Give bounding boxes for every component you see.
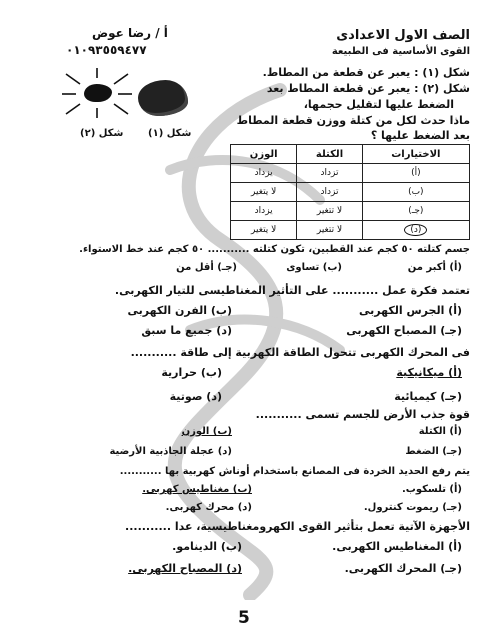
table-row[interactable] xyxy=(231,221,470,240)
q4-option-d[interactable]: (د) صوتية xyxy=(169,390,222,403)
q5-stem: قوة جذب الأرض للجسم تسمى ........... xyxy=(255,408,470,421)
q3-option-c[interactable]: (جـ) المصباح الكهربى xyxy=(346,324,462,337)
q2-stem: جسم كتلته ٥٠ كجم عند القطبين، تكون كتلته ........... ٥٠ كجم عند خط الاستواء. xyxy=(79,244,470,255)
table-header-mass: الكتلة xyxy=(297,145,362,164)
q5-option-d[interactable]: (د) عجلة الجاذبية الأرضية xyxy=(109,446,232,457)
q3-option-b[interactable]: (ب) الفرن الكهربى xyxy=(127,304,232,317)
q6-stem: يتم رفع الحديد الخردة فى المصانع باستخدام أوناش كهربية بها ........... xyxy=(119,466,470,477)
q2-option-c[interactable]: (جـ) أقل من xyxy=(176,262,237,273)
teacher-name: أ / رضا عوض xyxy=(92,26,168,40)
table-row[interactable] xyxy=(231,164,470,183)
table-cell-mass: تزداد xyxy=(297,183,362,202)
table-cell-choice: (جـ) xyxy=(362,202,469,221)
q1-line-3: الضغط عليها لتقليل حجمها، xyxy=(303,98,454,111)
q6-option-a[interactable]: (أ) تلسكوب. xyxy=(402,484,462,495)
grade-title: الصف الاول الاعدادى xyxy=(336,28,470,43)
q7-option-a[interactable]: (أ) المغناطيس الكهربى. xyxy=(332,540,462,553)
q4-option-c[interactable]: (جـ) كيميائية xyxy=(394,390,462,403)
table-cell-choice: (أ) xyxy=(362,164,469,183)
q7-option-b[interactable]: (ب) الدينامو. xyxy=(172,540,242,553)
q4-stem: فى المحرك الكهربى تتحول الطاقة الكهربية إلى طاقة ........... xyxy=(130,346,470,359)
table-cell-weight: يزداد xyxy=(231,164,297,183)
q5-option-b[interactable]: (ب) الوزن xyxy=(181,426,232,437)
q1-options-table xyxy=(230,144,470,240)
q2-option-a[interactable]: (أ) أكبر من xyxy=(407,262,462,273)
figure-2-label: شكل (٢) xyxy=(80,128,124,139)
q7-stem: الأجهزة الآتية تعمل بتأثير القوى الكهرومغناطيسية، عدا ........... xyxy=(125,520,470,533)
q6-option-c[interactable]: (جـ) ريموت كنترول. xyxy=(363,502,462,513)
q3-option-a[interactable]: (أ) الجرس الكهربى xyxy=(359,304,462,317)
figure-1-label: شكل (١) xyxy=(148,128,192,139)
table-header-weight: الوزن xyxy=(231,145,297,164)
q1-line-5: بعد الضغط عليها ؟ xyxy=(370,129,470,142)
table-cell-weight: يزداد xyxy=(231,202,297,221)
unit-title: القوى الأساسية فى الطبيعة xyxy=(331,46,470,57)
table-row[interactable] xyxy=(231,202,470,221)
q6-option-b[interactable]: (ب) مغناطيس كهربى. xyxy=(142,484,252,495)
teacher-phone: ٠١٠٩٣٥٥٩٤٧٧ xyxy=(66,43,147,57)
table-row[interactable] xyxy=(231,183,470,202)
q1-line-4: ماذا حدث لكل من كتلة ووزن قطعة المطاط xyxy=(236,114,470,127)
table-header-row xyxy=(231,145,470,164)
rubber-piece-shape xyxy=(138,80,188,116)
q7-option-c[interactable]: (جـ) المحرك الكهربى. xyxy=(344,562,462,575)
q6-option-d[interactable]: (د) محرك كهربى. xyxy=(165,502,252,513)
table-cell-weight: لا يتغير xyxy=(231,221,297,240)
table-cell-mass: تزداد xyxy=(297,164,362,183)
q1-line-1: شكل (١) : يعبر عن قطعة من المطاط. xyxy=(262,66,470,79)
table-cell-weight: لا يتغير xyxy=(231,183,297,202)
table-cell-mass: لا تتغير xyxy=(297,221,362,240)
table-header-choices: الاختيارات xyxy=(362,145,469,164)
table-cell-mass: لا تتغير xyxy=(297,202,362,221)
table-cell-choice: (ب) xyxy=(362,183,469,202)
table-cell-choice xyxy=(362,221,469,240)
page-number: 5 xyxy=(238,608,250,628)
q5-option-a[interactable]: (أ) الكتلة xyxy=(418,426,462,437)
q4-option-b[interactable]: (ب) حرارية xyxy=(161,366,222,379)
q4-option-a[interactable]: (أ) ميكانيكية xyxy=(396,366,462,379)
q2-option-b[interactable]: (ب) تساوى xyxy=(286,262,342,273)
q3-stem: تعتمد فكرة عمل ........... على التأثير المغناطيسى للتيار الكهربى. xyxy=(114,284,470,297)
q1-line-2: شكل (٢) : يعبر عن قطعة المطاط بعد xyxy=(266,82,470,95)
selected-answer-circle: (د) xyxy=(404,224,427,236)
q5-option-c[interactable]: (جـ) الضغط xyxy=(405,446,462,457)
q7-option-d[interactable]: (د) المصباح الكهربى. xyxy=(128,562,242,575)
q3-option-d[interactable]: (د) جميع ما سبق xyxy=(141,324,232,337)
